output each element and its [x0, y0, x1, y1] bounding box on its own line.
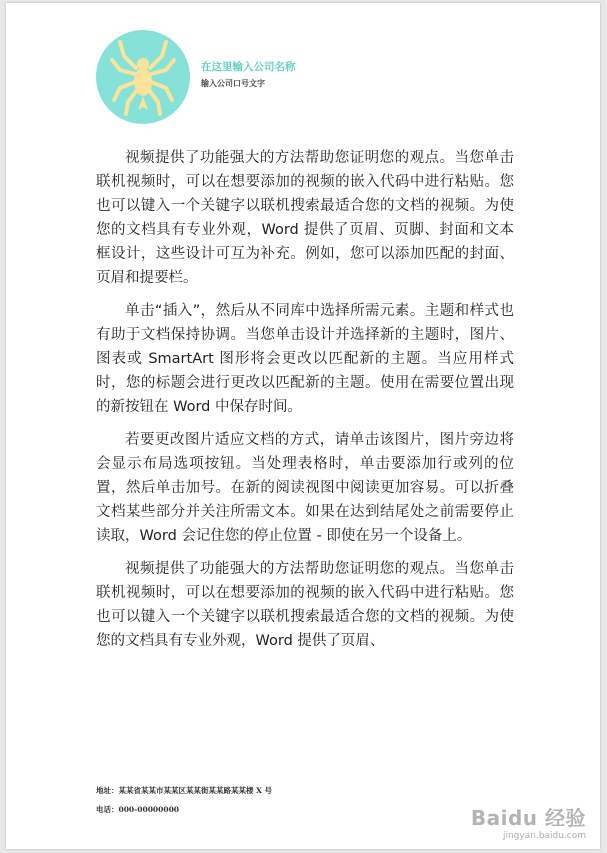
footer-phone[interactable]: 电话：000-00000000: [96, 805, 180, 814]
baidu-watermark: [471, 802, 586, 841]
company-name[interactable]: 在这里输入公司名称: [201, 61, 296, 73]
paragraph-1[interactable]: 视频提供了功能强大的方法帮助您证明您的观点。当您单击联机视频时，可以在想要添加的视频的嵌入代码中进行粘贴。您也可以键入一个关键字以联机搜索最适合您的文档的视频。为使您的文档具有专业外观，Word 提供了页眉、页脚、封面和文本框设计，这些设计可互为补充。例如，您可以添加匹配的封面、页眉和提要栏。: [96, 150, 514, 286]
watermark-main: Baidu 经验: [470, 806, 586, 830]
document-page: [6, 3, 600, 849]
body-text[interactable]: [96, 146, 514, 662]
company-slogan[interactable]: 输入公司口号文字: [201, 78, 265, 88]
paragraph-4[interactable]: 视频提供了功能强大的方法帮助您证明您的观点。当您单击联机视频时，可以在想要添加的视频的嵌入代码中进行粘贴。您也可以键入一个关键字以联机搜索最适合您的文档的视频。为使您的文档具有专业外观，Word 提供了页眉、: [96, 561, 514, 649]
watermark-sub: jingyan.baidu.com: [502, 831, 586, 841]
paragraph-3[interactable]: 若要更改图片适应文档的方式，请单击该图片，图片旁边将会显示布局选项按钮。当处理表格时，单击要添加行或列的位置，然后单击加号。在新的阅读视图中阅读更加容易。可以折叠文档某些部分并关注所需文本。如果在达到结尾处之前需要停止读取，Word 会记住您的停止位置 - 即使在另一个设备上。: [96, 432, 514, 544]
paragraph-2[interactable]: 单击“插入”，然后从不同库中选择所需元素。主题和样式也有助于文档保持协调。当您单击设计并选择新的主题时，图片、图表或 SmartArt 图形将会更改以匹配新的主题。当应用样式时，您的标题会进行更改以匹配新的主题。使用在需要位置出现的新按钮在 Word 中保存时间。: [96, 303, 514, 415]
page-footer: [96, 781, 272, 819]
company-logo: [96, 30, 190, 124]
footer-address[interactable]: 地址：某某省某某市某某区某某街某某路某某楼 X 号: [96, 786, 273, 795]
spider-icon: [96, 30, 190, 124]
